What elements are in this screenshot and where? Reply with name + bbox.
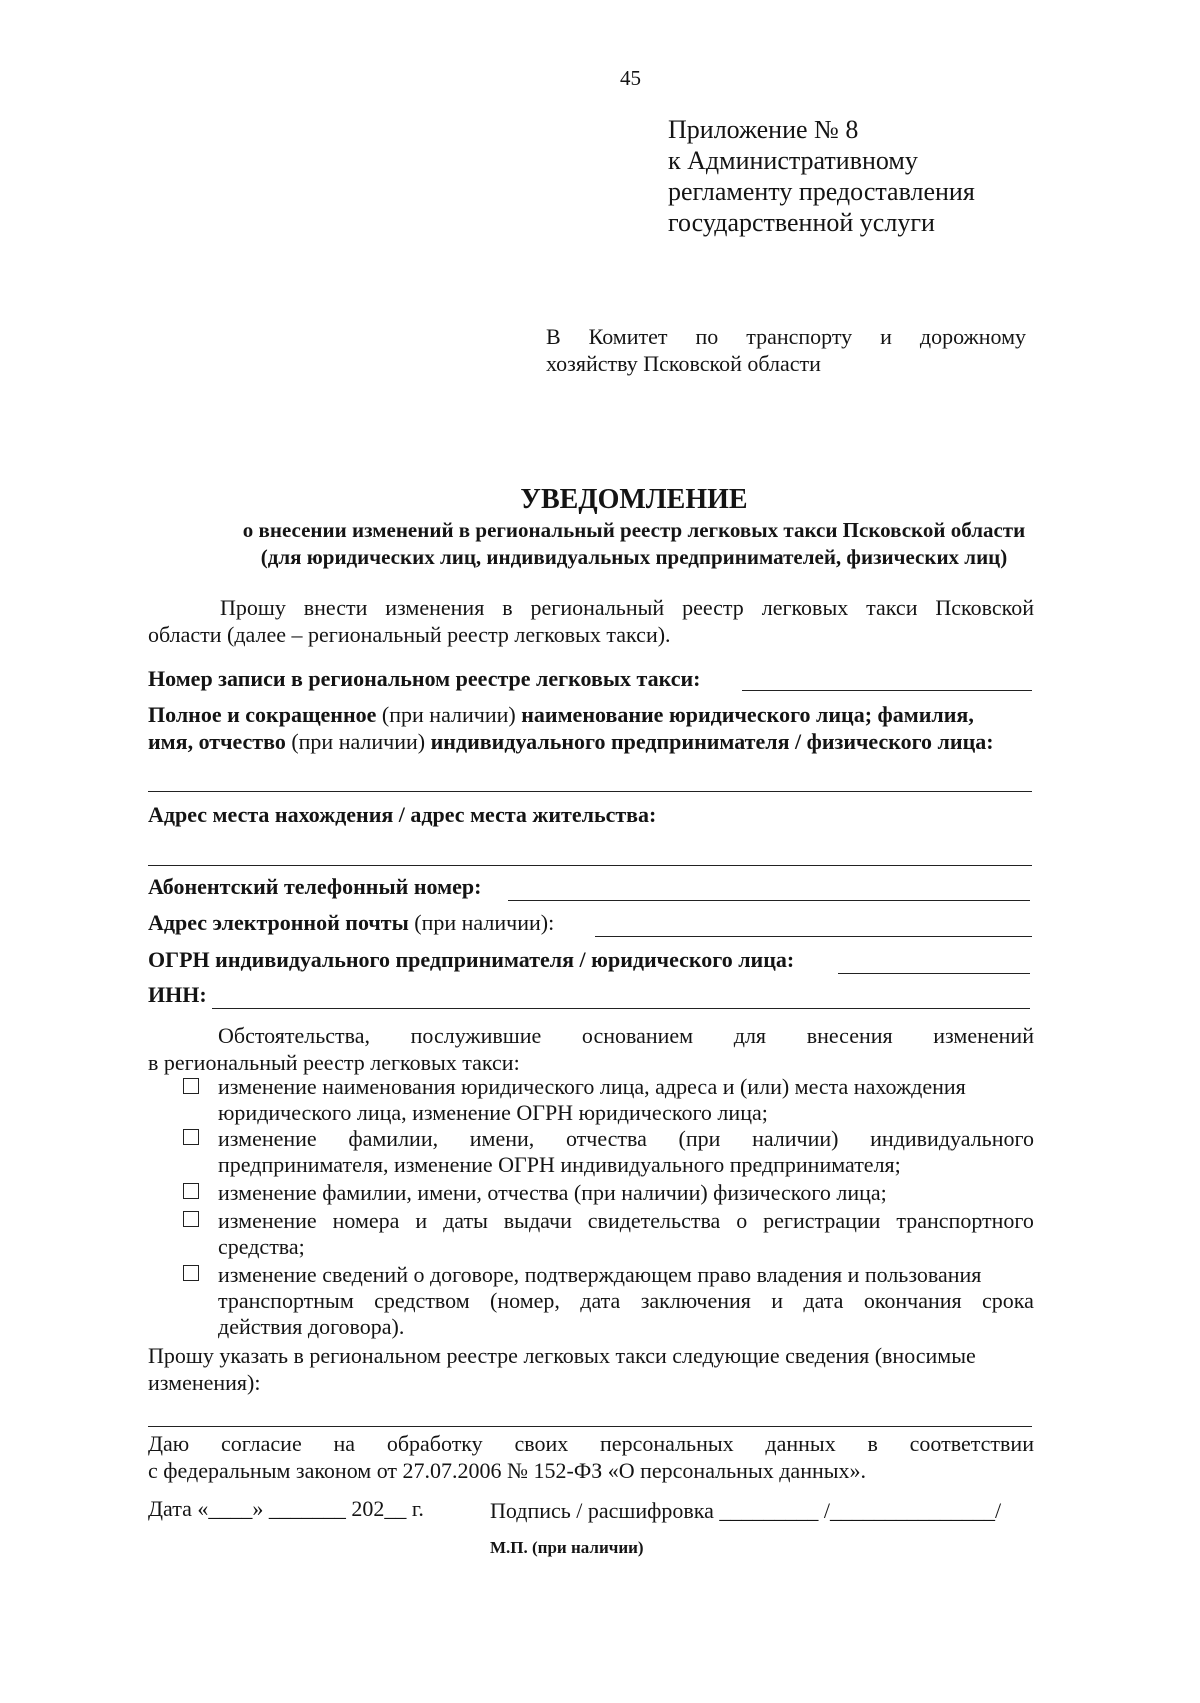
checkbox-item-text: предпринимателя, изменение ОГРН индивидуального предпринимателя; (218, 1152, 901, 1177)
word: средством (374, 1288, 470, 1313)
addressee-line (546, 323, 1026, 350)
word: выдачи (503, 1208, 572, 1233)
consent-line-1 (148, 1430, 1034, 1457)
changes-field[interactable] (148, 1426, 1032, 1427)
address-field[interactable] (148, 865, 1032, 866)
checkbox-item-text (218, 1126, 1034, 1152)
word: реестр (682, 595, 744, 620)
word: заключения (640, 1288, 751, 1313)
record-number-label: Номер записи в региональном реестре легковых такси: (148, 666, 701, 691)
word: обработку (386, 1431, 483, 1456)
word: окончания (863, 1288, 962, 1313)
word: Прошу (220, 595, 286, 620)
ogrn-field[interactable] (838, 973, 1030, 974)
addressee-word: дорожному (919, 324, 1026, 349)
word: и (771, 1288, 784, 1313)
word: дата (580, 1288, 621, 1313)
word: отчества (565, 1126, 647, 1151)
checkbox-item-4 (218, 1208, 1034, 1260)
email-label: Адрес электронной почты (при наличии): (148, 910, 555, 935)
date-field[interactable]: Дата «____» _______ 202__ г. (148, 1496, 424, 1521)
circumstances-line-1 (218, 1022, 1034, 1049)
word: основанием (581, 1023, 694, 1048)
document-title: УВЕДОМЛЕНИЕ (520, 484, 748, 515)
word: дата (803, 1288, 844, 1313)
word: в (502, 595, 513, 620)
word: Даю (148, 1431, 190, 1456)
checkbox-item-text: изменение фамилии, имени, отчества (при наличии) физического лица; (218, 1180, 887, 1205)
appendix-line: Приложение № 8 (668, 115, 859, 144)
word: региональный (530, 595, 665, 620)
checkbox-contract-change[interactable] (183, 1265, 199, 1281)
word: транспортного (896, 1208, 1034, 1233)
word: свидетельства (587, 1208, 721, 1233)
email-field[interactable] (595, 936, 1032, 937)
phone-field[interactable] (508, 900, 1030, 901)
checkbox-legal-name-change[interactable] (183, 1078, 199, 1094)
word: в (867, 1431, 878, 1456)
word: согласие (221, 1431, 302, 1456)
word: о (736, 1208, 748, 1233)
word: для (733, 1023, 767, 1048)
word: и (415, 1208, 428, 1233)
word: изменение (218, 1208, 317, 1233)
inn-field[interactable] (212, 1008, 1030, 1009)
checkbox-item-2 (218, 1126, 1034, 1178)
checkbox-item-3 (218, 1180, 1034, 1206)
checkbox-item-text: изменение сведений о договоре, подтверждающем право владения и пользования (218, 1262, 982, 1287)
addressee-word: транспорту (746, 324, 853, 349)
word: изменений (933, 1023, 1034, 1048)
word: данных (765, 1431, 836, 1456)
request-line (220, 594, 1034, 621)
ogrn-label: ОГРН индивидуального предпринимателя / юридического лица: (148, 947, 795, 972)
consent-line-2: с федеральным законом от 27.07.2006 № 152-ФЗ «О персональных данных». (148, 1458, 867, 1483)
word: даты (443, 1208, 488, 1233)
document-subtitle: о внесении изменений в региональный реестр легковых такси Псковской области (242, 518, 1026, 542)
word: соответствии (909, 1431, 1034, 1456)
word: индивидуального (870, 1126, 1034, 1151)
word: наличии) (752, 1126, 839, 1151)
checkbox-item-text (218, 1208, 1034, 1234)
word: послужившие (410, 1023, 542, 1048)
appendix-block (668, 114, 975, 238)
page-number: 45 (620, 66, 641, 90)
checkbox-person-name-change[interactable] (183, 1183, 199, 1199)
checkbox-item-5 (218, 1262, 1034, 1340)
addressee-line: хозяйству Псковской области (546, 351, 821, 376)
word: внести (303, 595, 368, 620)
addressee-word: и (880, 324, 892, 349)
stamp-label: М.П. (при наличии) (490, 1538, 644, 1557)
addressee-word: В (546, 324, 561, 349)
appendix-line: к Административному (668, 146, 918, 175)
specify-line-2: изменения): (148, 1370, 261, 1395)
appendix-line: государственной услуги (668, 208, 935, 237)
word: на (333, 1431, 356, 1456)
appendix-line: регламенту предоставления (668, 177, 975, 206)
checkbox-item-text: изменение наименования юридического лица, адреса и (или) места нахождения (218, 1074, 966, 1099)
checkbox-entrepreneur-name-change[interactable] (183, 1129, 199, 1145)
word: изменение (218, 1126, 317, 1151)
request-line-2: области (далее – региональный реестр легковых такси). (148, 622, 671, 647)
request-line-1 (220, 594, 1034, 621)
checkbox-item-text: юридического лица, изменение ОГРН юридического лица; (218, 1100, 768, 1125)
word: транспортным (218, 1288, 354, 1313)
inn-label: ИНН: (148, 982, 207, 1007)
word: внесения (806, 1023, 893, 1048)
word: фамилии, (348, 1126, 439, 1151)
address-label: Адрес места нахождения / адрес места жительства: (148, 802, 657, 827)
checkbox-item-1 (218, 1074, 1034, 1126)
name-label-line-2: имя, отчество (при наличии) индивидуального предпринимателя / физического лица: (148, 729, 994, 754)
name-field[interactable] (148, 791, 1032, 792)
word: своих (514, 1431, 569, 1456)
word: регистрации (763, 1208, 881, 1233)
word: легковых (761, 595, 849, 620)
addressee-word: по (695, 324, 719, 349)
phone-label: Абонентский телефонный номер: (148, 874, 482, 899)
word: (при (678, 1126, 721, 1151)
specify-line-1: Прошу указать в региональном реестре легковых такси следующие сведения (вносимые (148, 1343, 976, 1368)
word: срока (982, 1288, 1034, 1313)
circumstances-line-2: в региональный реестр легковых такси: (148, 1050, 520, 1075)
checkbox-item-text: действия договора). (218, 1314, 405, 1339)
word: Псковской (935, 595, 1034, 620)
word: такси (866, 595, 918, 620)
word: персональных (600, 1431, 734, 1456)
checkbox-item-text (218, 1288, 1034, 1314)
addressee-block (546, 323, 1026, 377)
word: Обстоятельства, (218, 1023, 371, 1048)
document-subtitle: (для юридических лиц, индивидуальных предпринимателей, физических лиц) (260, 545, 1008, 569)
record-number-field[interactable] (742, 690, 1032, 691)
word: (номер, (490, 1288, 560, 1313)
word: изменения (385, 595, 485, 620)
word: имени, (469, 1126, 535, 1151)
word: номера (332, 1208, 400, 1233)
addressee-word: Комитет (588, 324, 668, 349)
signature-field[interactable]: Подпись / расшифровка _________ /_______________/ (490, 1498, 1002, 1523)
name-label-line-1: Полное и сокращенное (при наличии) наименование юридического лица; фамилия, (148, 702, 974, 727)
checkbox-vehicle-certificate-change[interactable] (183, 1211, 199, 1227)
checkbox-item-text: средства; (218, 1234, 305, 1259)
